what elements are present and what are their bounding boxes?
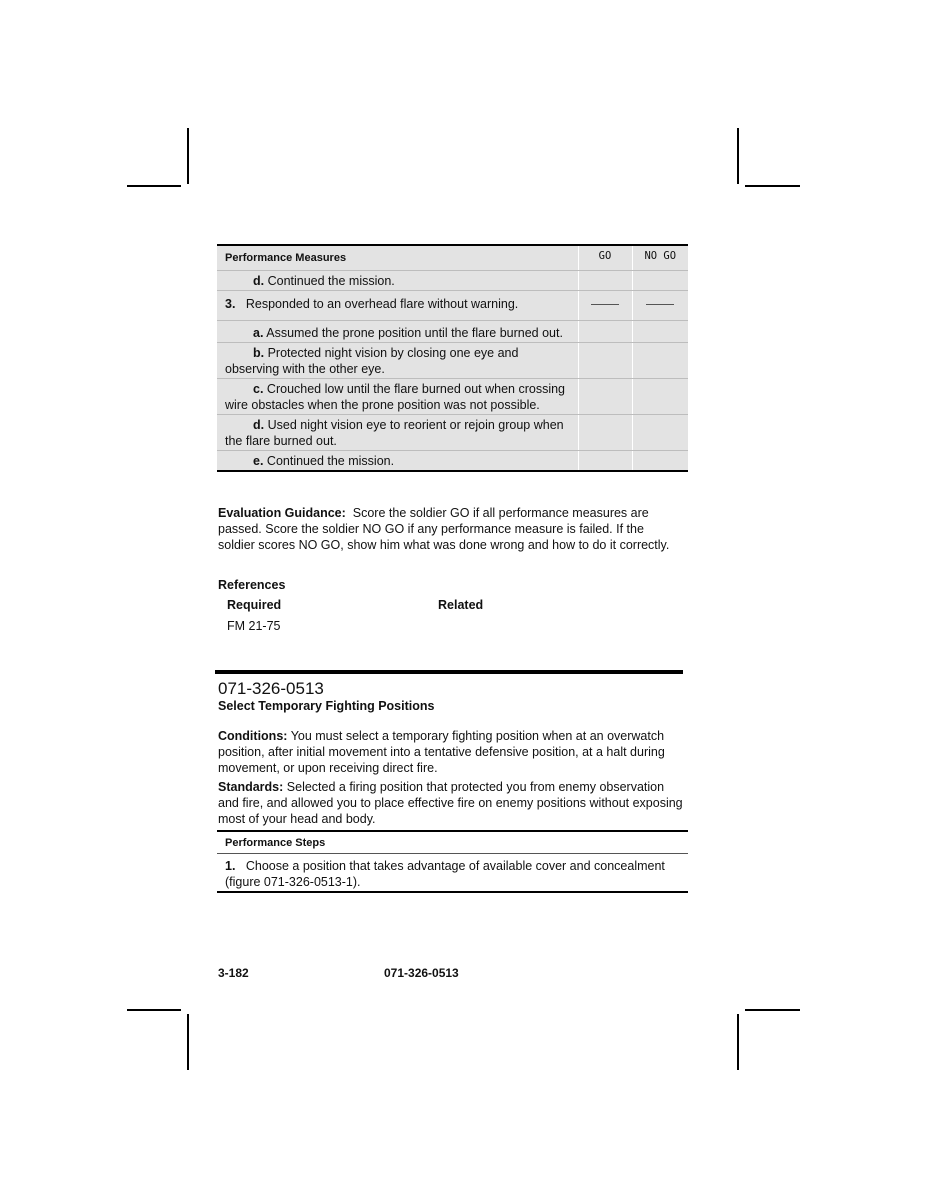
table-row bbox=[217, 415, 688, 451]
go-blank bbox=[578, 291, 632, 321]
conditions-label: Conditions: bbox=[218, 729, 288, 743]
crop-mark-bottom-left-vertical bbox=[187, 1014, 189, 1070]
measure-text: Assumed the prone position until the flare burned out. bbox=[266, 326, 563, 340]
table-row bbox=[217, 451, 688, 472]
measure-cell bbox=[217, 343, 578, 379]
conditions bbox=[218, 728, 683, 776]
go-header: GO bbox=[578, 245, 632, 271]
page-number: 3-182 bbox=[218, 966, 249, 980]
evaluation-guidance bbox=[218, 505, 683, 553]
go-cell bbox=[578, 271, 632, 291]
measure-text: Continued the mission. bbox=[267, 274, 395, 288]
crop-mark-top-left-vertical bbox=[187, 128, 189, 184]
crop-mark-top-right-horizontal bbox=[745, 185, 800, 187]
standards-label: Standards: bbox=[218, 780, 284, 794]
evaluation-guidance-text: Score the soldier GO if all performance measures are passed. Score the soldier NO GO if any performance measure is failed. If the soldier scores NO GO, show him what was done wrong and how to do it correctly. bbox=[218, 506, 670, 552]
section-divider bbox=[215, 670, 683, 674]
conditions-text: You must select a temporary fighting position when at an overwatch position, after initial movement into a tentative defensive position, at a halt during movement, or upon receiving direct fire. bbox=[218, 729, 665, 775]
step-text: Choose a position that takes advantage of available cover and concealment (figure 071-326-0513-1). bbox=[225, 859, 665, 889]
table-row bbox=[217, 321, 688, 343]
references-heading: References bbox=[218, 578, 286, 592]
table-row bbox=[217, 271, 688, 291]
crop-mark-bottom-right-vertical bbox=[737, 1014, 739, 1070]
nogo-cell bbox=[632, 343, 688, 379]
footer-task-ref: 071-326-0513 bbox=[384, 966, 459, 980]
measure-text: Used night vision eye to reorient or rejoin group when the flare burned out. bbox=[225, 418, 564, 448]
table-header-row bbox=[217, 245, 688, 271]
table-row bbox=[217, 291, 688, 321]
nogo-cell bbox=[632, 271, 688, 291]
crop-mark-bottom-left-horizontal bbox=[127, 1009, 181, 1011]
required-label: Required bbox=[227, 598, 282, 612]
step-number: 1. bbox=[225, 859, 236, 873]
evaluation-guidance-label: Evaluation Guidance: bbox=[218, 506, 346, 520]
task-number: 071-326-0513 bbox=[218, 679, 324, 698]
nogo-cell bbox=[632, 321, 688, 343]
performance-step-row bbox=[217, 854, 688, 893]
nogo-header: NO GO bbox=[632, 245, 688, 271]
measure-letter: d. bbox=[253, 418, 265, 432]
go-cell bbox=[578, 451, 632, 472]
go-cell bbox=[578, 343, 632, 379]
measure-cell bbox=[217, 415, 578, 451]
nogo-cell bbox=[632, 415, 688, 451]
measure-text: Protected night vision by closing one eye and observing with the other eye. bbox=[225, 346, 519, 376]
task-title: Select Temporary Fighting Positions bbox=[218, 699, 435, 713]
nogo-cell bbox=[632, 451, 688, 472]
crop-mark-top-right-vertical bbox=[737, 128, 739, 184]
measure-letter: c. bbox=[253, 382, 264, 396]
measure-text: Crouched low until the flare burned out when crossing wire obstacles when the prone position was not possible. bbox=[225, 382, 566, 412]
measure-letter: d. bbox=[253, 274, 265, 288]
nogo-blank bbox=[632, 291, 688, 321]
measure-text: Responded to an overhead flare without warning. bbox=[245, 297, 519, 311]
performance-measures-table bbox=[217, 244, 688, 472]
measure-text: Continued the mission. bbox=[266, 454, 395, 468]
performance-steps-table bbox=[217, 830, 688, 893]
go-cell bbox=[578, 415, 632, 451]
crop-mark-top-left-horizontal bbox=[127, 185, 181, 187]
required-reference: FM 21-75 bbox=[227, 619, 281, 633]
go-cell bbox=[578, 321, 632, 343]
measure-cell bbox=[217, 451, 578, 472]
standards-text: Selected a firing position that protected you from enemy observation and fire, and allowed you to place effective fire on enemy positions without exposing most of your head and body. bbox=[218, 780, 683, 826]
measure-cell bbox=[217, 321, 578, 343]
measure-cell bbox=[217, 291, 578, 321]
measure-letter: b. bbox=[253, 346, 265, 360]
measure-letter: a. bbox=[253, 326, 264, 340]
measure-cell bbox=[217, 379, 578, 415]
measure-number: 3. bbox=[225, 297, 236, 311]
table-row bbox=[217, 379, 688, 415]
nogo-cell bbox=[632, 379, 688, 415]
performance-measures-header: Performance Measures bbox=[217, 245, 578, 271]
standards bbox=[218, 779, 683, 827]
table-row bbox=[217, 343, 688, 379]
go-cell bbox=[578, 379, 632, 415]
related-label: Related bbox=[438, 598, 484, 612]
measure-cell bbox=[217, 271, 578, 291]
measure-letter: e. bbox=[253, 454, 264, 468]
performance-steps-header: Performance Steps bbox=[217, 830, 688, 854]
crop-mark-bottom-right-horizontal bbox=[745, 1009, 800, 1011]
